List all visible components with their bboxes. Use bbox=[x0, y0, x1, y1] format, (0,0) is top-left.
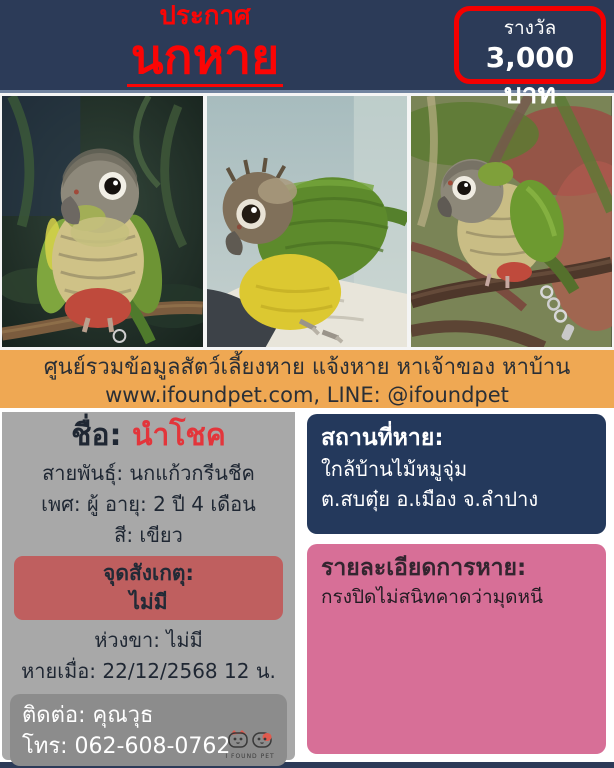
lost-location-box bbox=[307, 414, 606, 534]
marks-label: จุดสังเกตุ: bbox=[103, 561, 194, 585]
contact-person: ติดต่อ: คุณวุธ bbox=[22, 703, 154, 728]
title-lost-bird: นกหาย bbox=[127, 31, 284, 87]
right-column bbox=[307, 412, 608, 760]
pet-info-panel bbox=[2, 412, 295, 760]
reward-amount: 3,000 บาท bbox=[485, 41, 575, 110]
pet-leg-ring: ห่วงขา: ไม่มี bbox=[94, 628, 203, 652]
ifoundpet-logo bbox=[223, 729, 277, 760]
info-section bbox=[0, 408, 614, 762]
ifoundpet-logo-text: I FOUND PET bbox=[225, 753, 275, 760]
pet-lost-date: หายเมื่อ: 22/12/2568 12 น. bbox=[21, 659, 276, 683]
marks-value: ไม่มี bbox=[129, 590, 168, 614]
pet-sex-age: เพศ: ผู้ อายุ: 2 ปี 4 เดือน bbox=[41, 492, 256, 516]
photo-1 bbox=[2, 96, 203, 347]
details-label: รายละเอียดการหาย: bbox=[321, 555, 527, 581]
loss-details-box bbox=[307, 544, 606, 754]
distinguishing-marks-box bbox=[14, 556, 283, 620]
title-announcement: ประกาศ bbox=[159, 1, 251, 31]
bird-photo-branch-illustration bbox=[411, 96, 612, 347]
photo-2 bbox=[207, 96, 408, 347]
location-line2: ต.สบตุ๋ย อ.เมือง จ.ลำปาง bbox=[321, 487, 539, 511]
pet-name-value: นำโชค bbox=[131, 418, 226, 453]
pet-breed: สายพันธุ์: นกแก้วกรีนชีค bbox=[42, 461, 255, 485]
poster-title bbox=[55, 1, 355, 87]
reward-box bbox=[454, 6, 606, 110]
location-line1: ใกล้บ้านไม้หมูจุ่ม bbox=[321, 457, 468, 481]
details-text: กรงปิดไม่สนิทคาดว่ามุดหนี bbox=[321, 586, 544, 608]
poster-header bbox=[0, 0, 614, 110]
banner-tagline: ศูนย์รวมข้อมูลสัตว์เลี้ยงหาย แจ้งหาย หาเจ้าของ หาบ้าน bbox=[43, 355, 571, 380]
pet-name-line bbox=[2, 414, 295, 458]
contact-box bbox=[10, 694, 287, 766]
contact-phone: โทร: 062-608-0762 bbox=[22, 734, 231, 759]
pet-name-label: ชื่อ: bbox=[71, 418, 122, 453]
pet-color: สี: เขียว bbox=[114, 523, 183, 547]
reward-label: รางวัล bbox=[503, 17, 557, 39]
ifoundpet-logo-icon bbox=[226, 729, 274, 749]
location-label: สถานที่หาย: bbox=[321, 425, 444, 451]
ifoundpet-banner bbox=[0, 350, 614, 408]
photo-strip bbox=[0, 93, 614, 350]
banner-website-line: www.ifoundpet.com, LINE: @ifoundpet bbox=[105, 383, 509, 407]
bird-photo-side-illustration bbox=[207, 96, 408, 347]
photo-3 bbox=[411, 96, 612, 347]
bird-photo-front-illustration bbox=[2, 96, 203, 347]
